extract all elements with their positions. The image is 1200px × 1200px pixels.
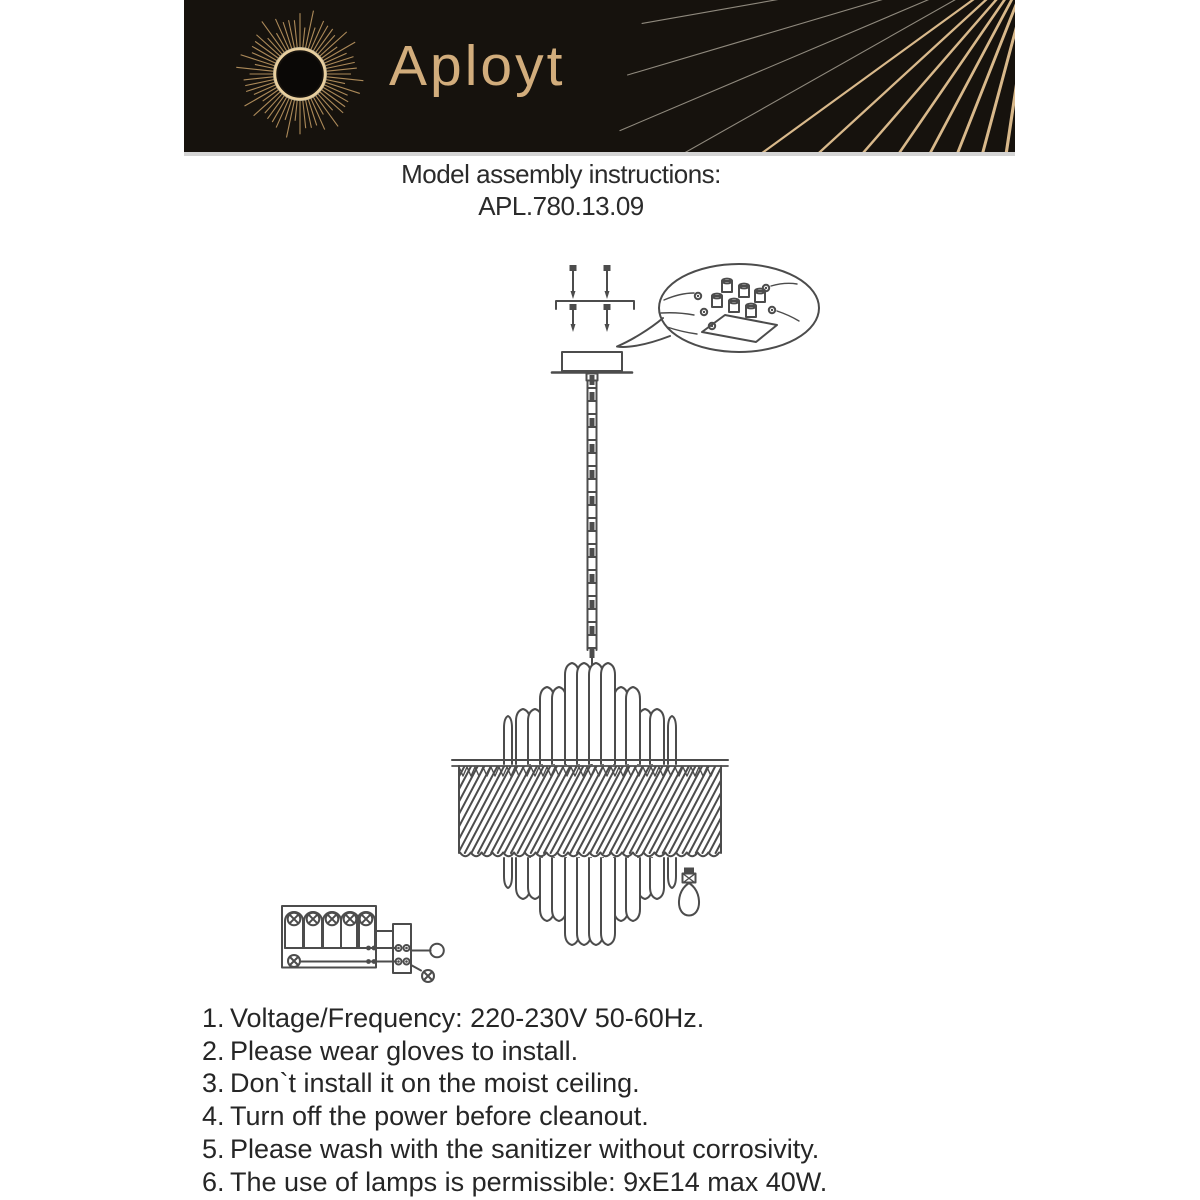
mounting-screws-icon: [570, 265, 611, 332]
brand-banner: [184, 0, 1015, 156]
mounting-bracket: [556, 301, 634, 309]
list-item: [202, 1133, 1102, 1166]
item-number: 4.: [202, 1101, 225, 1132]
model-number: APL.780.13.09: [478, 191, 644, 221]
title-block: [0, 158, 1122, 222]
list-item: [202, 1100, 1102, 1133]
item-text: Turn off the power before cleanout.: [230, 1101, 649, 1132]
e14-candle-bulb-icon: [679, 868, 699, 916]
pleated-drum-shade: [412, 760, 768, 856]
list-item: [202, 1035, 1102, 1068]
list-item: [202, 1166, 1102, 1199]
item-text: Voltage/Frequency: 220-230V 50-60Hz.: [230, 1003, 705, 1033]
item-number: 3.: [202, 1068, 225, 1099]
list-item: [202, 1067, 1102, 1100]
banner-decoration: [184, 0, 1015, 152]
item-number: 6.: [202, 1166, 225, 1197]
rays-decoration-icon: [620, 0, 1015, 152]
brand-name: Aployt: [389, 34, 566, 98]
item-number: 5.: [202, 1133, 225, 1164]
instruction-list: [202, 1002, 1102, 1198]
item-text: Don`t install it on the moist ceiling.: [230, 1068, 640, 1099]
terminal-block-callout: [617, 264, 819, 352]
list-item: [202, 1002, 1102, 1035]
item-number: 1.: [202, 1003, 225, 1033]
lower-crystal-tiers: [504, 858, 676, 945]
assembly-diagram: [0, 240, 1200, 1010]
wiring-diagram: [282, 906, 444, 982]
item-text: Please wash with the sanitizer without corrosivity.: [230, 1133, 820, 1164]
crystal-crown: [504, 663, 676, 764]
sunburst-logo-icon: [236, 11, 363, 138]
ceiling-canopy: [552, 352, 632, 385]
item-number: 2.: [202, 1035, 225, 1066]
page-title: Model assembly instructions:: [401, 159, 721, 189]
item-text: Please wear gloves to install.: [230, 1035, 579, 1066]
suspension-chain: [588, 382, 597, 650]
item-text: The use of lamps is permissible: 9xE14 max 40W.: [230, 1166, 828, 1197]
